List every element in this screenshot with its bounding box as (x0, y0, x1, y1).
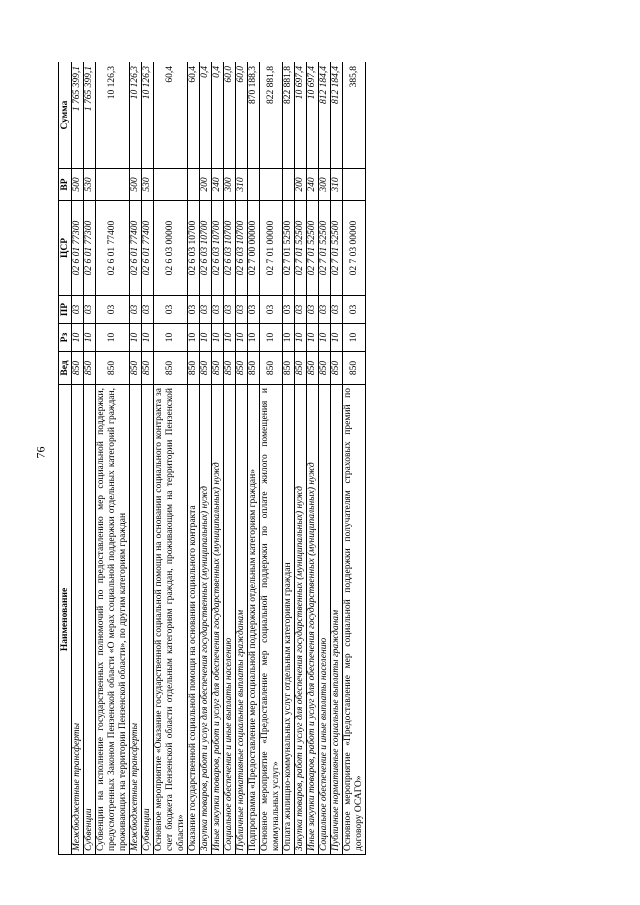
cell-vr: 300 (319, 169, 331, 201)
cell-csr: 02 6 03 10700 (224, 201, 236, 296)
cell-csr: 02 7 01 00000 (260, 201, 283, 296)
cell-vr: 200 (295, 169, 307, 201)
cell-rz: 10 (260, 324, 283, 352)
cell-name: Межбюджетные трансферты (72, 385, 84, 855)
cell-rz: 10 (212, 324, 224, 352)
cell-sum: 0,4 (200, 62, 212, 169)
cell-sum: 10 126,3 (96, 62, 130, 169)
cell-sum: 822 881,8 (283, 62, 295, 169)
cell-sum: 60,4 (154, 62, 188, 169)
cell-ved: 850 (188, 352, 200, 385)
cell-sum: 0,4 (212, 62, 224, 169)
cell-ved: 850 (212, 352, 224, 385)
cell-sum: 60,0 (236, 62, 248, 169)
cell-rz: 10 (154, 324, 188, 352)
cell-pr: 03 (224, 296, 236, 324)
cell-pr: 03 (236, 296, 248, 324)
cell-name: Основное мероприятие «Оказание государственной социальной помощи на основании социального контракта за счет бюджета Пензенской области отдельным категориям граждан, проживающим на территории Пензенской области» (154, 385, 188, 855)
cell-name: Субвенции (142, 385, 154, 855)
cell-ved: 850 (142, 352, 154, 385)
cell-pr: 03 (142, 296, 154, 324)
cell-pr: 03 (295, 296, 307, 324)
table-container (58, 62, 603, 855)
table-row (200, 62, 212, 855)
cell-vr: 200 (200, 169, 212, 201)
cell-name: Публичные нормативные социальные выплаты гражданам (331, 385, 343, 855)
cell-csr: 02 6 03 10700 (212, 201, 224, 296)
cell-ved: 850 (130, 352, 142, 385)
cell-csr: 02 6 01 77300 (72, 201, 84, 296)
cell-csr: 02 6 03 10700 (236, 201, 248, 296)
cell-rz: 10 (236, 324, 248, 352)
cell-ved: 850 (307, 352, 319, 385)
cell-ved: 850 (72, 352, 84, 385)
table-row (188, 62, 200, 855)
cell-pr: 03 (319, 296, 331, 324)
cell-ved: 850 (319, 352, 331, 385)
header-sum: Сумма (59, 62, 72, 169)
cell-name: Субвенции (84, 385, 96, 855)
cell-ved: 850 (343, 352, 366, 385)
cell-csr: 02 7 01 52500 (295, 201, 307, 296)
cell-ved: 850 (96, 352, 130, 385)
cell-ved: 850 (248, 352, 260, 385)
cell-name: Социальное обеспечение и иные выплаты населению (224, 385, 236, 855)
cell-vr: 530 (84, 169, 96, 201)
cell-vr (154, 169, 188, 201)
header-row (59, 62, 72, 855)
cell-vr: 530 (142, 169, 154, 201)
cell-name: Социальное обеспечение и иные выплаты населению (319, 385, 331, 855)
cell-vr: 300 (224, 169, 236, 201)
cell-ved: 850 (154, 352, 188, 385)
cell-ved: 850 (200, 352, 212, 385)
cell-rz: 10 (224, 324, 236, 352)
cell-name: Основное мероприятие «Предоставление мер социальной поддержки получателям страховых премий по договору ОСАГО» (343, 385, 366, 855)
cell-sum: 60,0 (224, 62, 236, 169)
table-row (142, 62, 154, 855)
table-row (96, 62, 130, 855)
cell-pr: 03 (96, 296, 130, 324)
cell-sum: 822 881,8 (260, 62, 283, 169)
cell-name: Закупка товаров, работ и услуг для обеспечения государственных (муниципальных) нужд (295, 385, 307, 855)
cell-csr: 02 7 01 52500 (331, 201, 343, 296)
cell-ved: 850 (236, 352, 248, 385)
table-row (283, 62, 295, 855)
cell-name: Подпрограмма «Предоставление мер социальной поддержки отдельным категориям граждан» (248, 385, 260, 855)
cell-sum: 385,8 (343, 62, 366, 169)
cell-csr: 02 6 03 00000 (154, 201, 188, 296)
table-row (343, 62, 366, 855)
cell-rz: 10 (331, 324, 343, 352)
table-row (307, 62, 319, 855)
cell-csr: 02 7 01 52500 (307, 201, 319, 296)
cell-name: Оказание государственной социальной помощи на основании социального контракта (188, 385, 200, 855)
cell-rz: 10 (343, 324, 366, 352)
cell-rz: 10 (307, 324, 319, 352)
cell-vr: 310 (236, 169, 248, 201)
table-row (84, 62, 96, 855)
cell-pr: 03 (331, 296, 343, 324)
rotated-page-area (58, 62, 603, 855)
cell-csr: 02 6 01 77400 (142, 201, 154, 296)
table-row (72, 62, 84, 855)
cell-name: Иные закупки товаров, работ и услуг для обеспечения государственных (муниципальных) нужд (212, 385, 224, 855)
table-row (331, 62, 343, 855)
cell-vr: 240 (307, 169, 319, 201)
cell-ved: 850 (283, 352, 295, 385)
cell-vr (248, 169, 260, 201)
cell-name: Иные закупки товаров, работ и услуг для обеспечения государственных (муниципальных) нужд (307, 385, 319, 855)
cell-vr (343, 169, 366, 201)
cell-name: Основное мероприятие «Предоставление мер социальной поддержки по оплате жилого помещения и коммунальных услуг» (260, 385, 283, 855)
table-row (224, 62, 236, 855)
budget-table (58, 62, 366, 855)
cell-pr: 03 (283, 296, 295, 324)
header-ved: Вед (59, 352, 72, 385)
cell-sum: 60,4 (188, 62, 200, 169)
cell-pr: 03 (188, 296, 200, 324)
cell-csr: 02 7 03 00000 (343, 201, 366, 296)
table-row (295, 62, 307, 855)
table-row (130, 62, 142, 855)
header-name: Наименование (59, 385, 72, 855)
cell-name: Межбюджетные трансферты (130, 385, 142, 855)
cell-name: Оплата жилищно-коммунальных услуг отдельным категориям граждан (283, 385, 295, 855)
cell-vr: 500 (130, 169, 142, 201)
cell-sum: 812 184,4 (319, 62, 331, 169)
cell-name: Субвенции на исполнение государственных полномочий по предоставлению мер социальной поддержки, предусмотренных Законом Пензенской области «О мерах социальной поддержки отдельных категорий граждан, проживающих на территории Пензенской области», по другим категориям граждан (96, 385, 130, 855)
cell-csr: 02 6 03 10700 (200, 201, 212, 296)
cell-ved: 850 (295, 352, 307, 385)
cell-vr (188, 169, 200, 201)
table-row (248, 62, 260, 855)
cell-csr: 02 6 01 77400 (96, 201, 130, 296)
table-row (260, 62, 283, 855)
cell-pr: 03 (84, 296, 96, 324)
table-row (154, 62, 188, 855)
cell-sum: 1 765 399,1 (72, 62, 84, 169)
page-number: 76 (33, 446, 48, 458)
header-pr: ПР (59, 296, 72, 324)
cell-csr: 02 7 01 52500 (319, 201, 331, 296)
cell-pr: 03 (343, 296, 366, 324)
cell-pr: 03 (154, 296, 188, 324)
cell-rz: 10 (200, 324, 212, 352)
cell-rz: 10 (72, 324, 84, 352)
cell-ved: 850 (84, 352, 96, 385)
table-row (212, 62, 224, 855)
cell-sum: 1 765 399,1 (84, 62, 96, 169)
cell-pr: 03 (260, 296, 283, 324)
cell-pr: 03 (248, 296, 260, 324)
cell-csr: 02 7 00 00000 (248, 201, 260, 296)
cell-csr: 02 6 01 77300 (84, 201, 96, 296)
cell-rz: 10 (130, 324, 142, 352)
cell-pr: 03 (200, 296, 212, 324)
cell-pr: 03 (307, 296, 319, 324)
cell-vr (260, 169, 283, 201)
cell-vr: 500 (72, 169, 84, 201)
cell-pr: 03 (212, 296, 224, 324)
cell-vr (283, 169, 295, 201)
cell-rz: 10 (319, 324, 331, 352)
table-row (319, 62, 331, 855)
cell-sum: 10 126,3 (142, 62, 154, 169)
cell-rz: 10 (84, 324, 96, 352)
cell-vr: 240 (212, 169, 224, 201)
cell-rz: 10 (142, 324, 154, 352)
cell-sum: 812 184,4 (331, 62, 343, 169)
cell-rz: 10 (96, 324, 130, 352)
cell-pr: 03 (72, 296, 84, 324)
header-rz: Рз (59, 324, 72, 352)
cell-pr: 03 (130, 296, 142, 324)
cell-sum: 870 188,3 (248, 62, 260, 169)
cell-ved: 850 (331, 352, 343, 385)
cell-sum: 10 697,4 (295, 62, 307, 169)
cell-sum: 10 126,3 (130, 62, 142, 169)
cell-rz: 10 (283, 324, 295, 352)
cell-name: Публичные нормативные социальные выплаты гражданам (236, 385, 248, 855)
cell-vr (96, 169, 130, 201)
table-row (236, 62, 248, 855)
cell-csr: 02 6 03 10700 (188, 201, 200, 296)
cell-csr: 02 6 01 77400 (130, 201, 142, 296)
cell-csr: 02 7 01 52500 (283, 201, 295, 296)
cell-vr: 310 (331, 169, 343, 201)
cell-ved: 850 (260, 352, 283, 385)
cell-ved: 850 (224, 352, 236, 385)
cell-rz: 10 (248, 324, 260, 352)
header-csr: ЦСР (59, 201, 72, 296)
cell-rz: 10 (188, 324, 200, 352)
cell-sum: 10 697,4 (307, 62, 319, 169)
header-vr: ВР (59, 169, 72, 201)
cell-rz: 10 (295, 324, 307, 352)
cell-name: Закупка товаров, работ и услуг для обеспечения государственных (муниципальных) нужд (200, 385, 212, 855)
